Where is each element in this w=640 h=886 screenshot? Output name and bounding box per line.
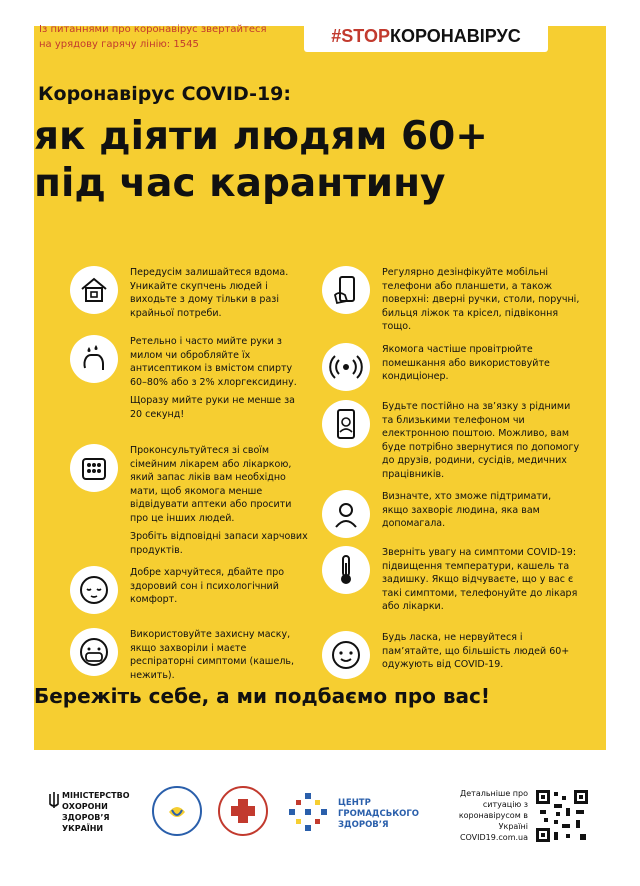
red-cross-logo <box>218 786 268 836</box>
tip-symptoms <box>322 546 580 619</box>
ministry-logo-text: МІНІСТЕРСТВО ОХОРОНИ ЗДОРОВ’Я УКРАЇНИ <box>62 791 130 833</box>
tip-mask <box>70 628 310 687</box>
video-call-icon <box>322 400 370 448</box>
calm-face-icon <box>322 631 370 679</box>
thermometer-icon <box>322 546 370 594</box>
elderly-org-logo <box>152 786 202 836</box>
tip-wash-hands <box>70 335 310 426</box>
page-title <box>34 113 488 207</box>
info-text: Детальніше про ситуацію з коронавірусом в Україні COVID19.com.ua <box>458 789 528 842</box>
tip-medicines <box>70 444 310 562</box>
tip-text: Використовуйте захисну маску, якщо захворіли і маєте респіраторні симптоми (кашель, нежить). <box>130 629 295 681</box>
hotline-text: Із питаннями про коронавірус звертайтеся на урядову гарячу лінію: 1545 <box>39 24 267 50</box>
house-icon <box>70 266 118 314</box>
tip-sleep <box>70 566 310 614</box>
stop-coronavirus-badge <box>304 20 548 52</box>
tip-stay-calm <box>322 631 580 679</box>
tip-text: Зверніть увагу на симптоми COVID-19: підвищення температури, кашель та задишку. Якщо відчуваєте, що у вас є такі симптоми, телефонуйте до лікаря або лікарки. <box>382 547 578 612</box>
footer <box>0 750 640 886</box>
sleeping-face-icon <box>70 566 118 614</box>
tip-ventilate <box>322 343 580 391</box>
tip-stay-in-touch <box>322 400 580 486</box>
hand-wash-icon <box>70 335 118 383</box>
tip-text: Передусім залишайтеся вдома. Уникайте скупчень людей і виходьте з дому тільки в разі крайньої потреби. <box>130 267 289 319</box>
phone-disinfect-icon <box>322 266 370 314</box>
tip-text: Зробіть відповідні запаси харчових продуктів. <box>130 531 308 556</box>
helper-icon <box>322 490 370 538</box>
tip-text: Добре харчуйтеся, дбайте про здоровий сон і психологічний комфорт. <box>130 567 285 605</box>
ventilation-icon <box>322 343 370 391</box>
cphd-logo-text: ЦЕНТР ГРОМАДСЬКОГО ЗДОРОВ’Я <box>338 798 420 830</box>
stop-hash: #STOP <box>331 26 390 46</box>
mask-face-icon <box>70 628 118 676</box>
title-line-1: як діяти людям 60+ <box>34 114 488 159</box>
tip-text: Проконсультуйтеся зі своїм сімейним лікарем або лікаркою, який запас ліків вам необхідно мати, щоб якомога менше відвідувати аптеки або просити про це інших людей. <box>130 445 292 524</box>
subtitle: Коронавірус COVID-19: <box>38 83 291 105</box>
trident-icon <box>48 790 60 812</box>
qr-code[interactable] <box>536 790 588 842</box>
tip-text: Регулярно дезінфікуйте мобільні телефони або планшети, а також поверхні: дверні ручки, столи, поручні, бильця ліжок та крісел, підвіконня тощо. <box>382 267 580 332</box>
title-line-2: під час карантину <box>34 161 446 206</box>
tip-stay-home <box>70 266 310 325</box>
tip-text: Визначте, хто зможе підтримати, якщо захворіє людина, яка вам допомагала. <box>382 491 552 529</box>
tip-text: Будьте постійно на зв’язку з рідними та близькими телефоном чи електронною поштою. Можливо, вам буде потрібно звернутися по допомогу до друзів, родини, сусідів, медичних працівників. <box>382 401 580 480</box>
tip-text: Будь ласка, не нервуйтеся і пам’ятайте, що більшість людей 60+ одужують від COVID-19. <box>382 632 570 670</box>
tip-disinfect <box>322 266 580 339</box>
pills-icon <box>70 444 118 492</box>
tip-text: Якомога частіше провітрюйте помешкання або використовуйте кондиціонер. <box>382 344 550 382</box>
tip-helper <box>322 490 580 538</box>
public-health-center-logo <box>286 790 330 834</box>
tip-text: Щоразу мийте руки не менше за 20 секунд! <box>130 395 295 420</box>
tip-text: Ретельно і часто мийте руки з милом чи обробляйте їх антисептиком із вмістом спирту 60–80% або з 2% хлоргексидину. <box>130 336 297 388</box>
stop-word: КОРОНАВІРУС <box>389 26 521 46</box>
closing-line: Бережіть себе, а ми подбаємо про вас! <box>34 684 490 708</box>
